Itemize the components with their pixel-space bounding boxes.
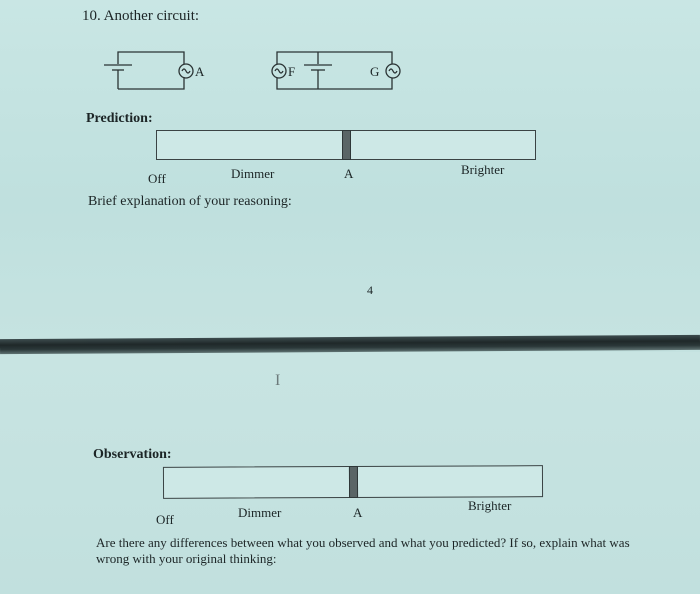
circuit-a-top-wire: [118, 52, 184, 64]
question-title: 10. Another circuit:: [82, 8, 200, 24]
observation-off-label: Off: [156, 512, 174, 527]
text-cursor-icon: I: [275, 372, 281, 389]
observation-label: Observation:: [93, 447, 172, 462]
bulb-f-label: F: [288, 64, 296, 79]
prediction-off-label: Off: [148, 171, 166, 186]
observation-marker-label: A: [353, 505, 363, 520]
prediction-marker[interactable]: [342, 130, 351, 160]
observation-brightness-scale[interactable]: [163, 465, 543, 499]
observation-marker[interactable]: [348, 466, 357, 498]
prediction-label: Prediction:: [86, 111, 153, 126]
prediction-brightness-scale[interactable]: [156, 130, 536, 160]
followup-question: Are there any differences between what you observed and what you predicted? If so, explain what was wrong with your original thinking:: [96, 535, 630, 566]
observation-brighter-label: Brighter: [468, 498, 512, 513]
page-number: 4: [367, 283, 373, 297]
circuit-b-top-wire: [277, 52, 392, 64]
explanation-prompt: Brief explanation of your reasoning:: [88, 194, 292, 209]
observation-dimmer-label: Dimmer: [238, 505, 282, 520]
bulb-f-filament: [275, 69, 283, 73]
bulb-g-filament: [389, 69, 397, 73]
prediction-dimmer-label: Dimmer: [231, 166, 275, 181]
bulb-a-filament: [182, 69, 190, 73]
circuit-a: [104, 52, 193, 89]
prediction-brighter-label: Brighter: [461, 162, 505, 177]
circuit-diagrams: [0, 0, 700, 110]
prediction-marker-label: A: [344, 166, 354, 181]
bulb-g-label: G: [370, 64, 380, 79]
bulb-a-label: A: [195, 64, 205, 79]
circuit-b-bottom-wire: [277, 78, 392, 89]
circuit-a-bottom-wire: [118, 77, 184, 89]
